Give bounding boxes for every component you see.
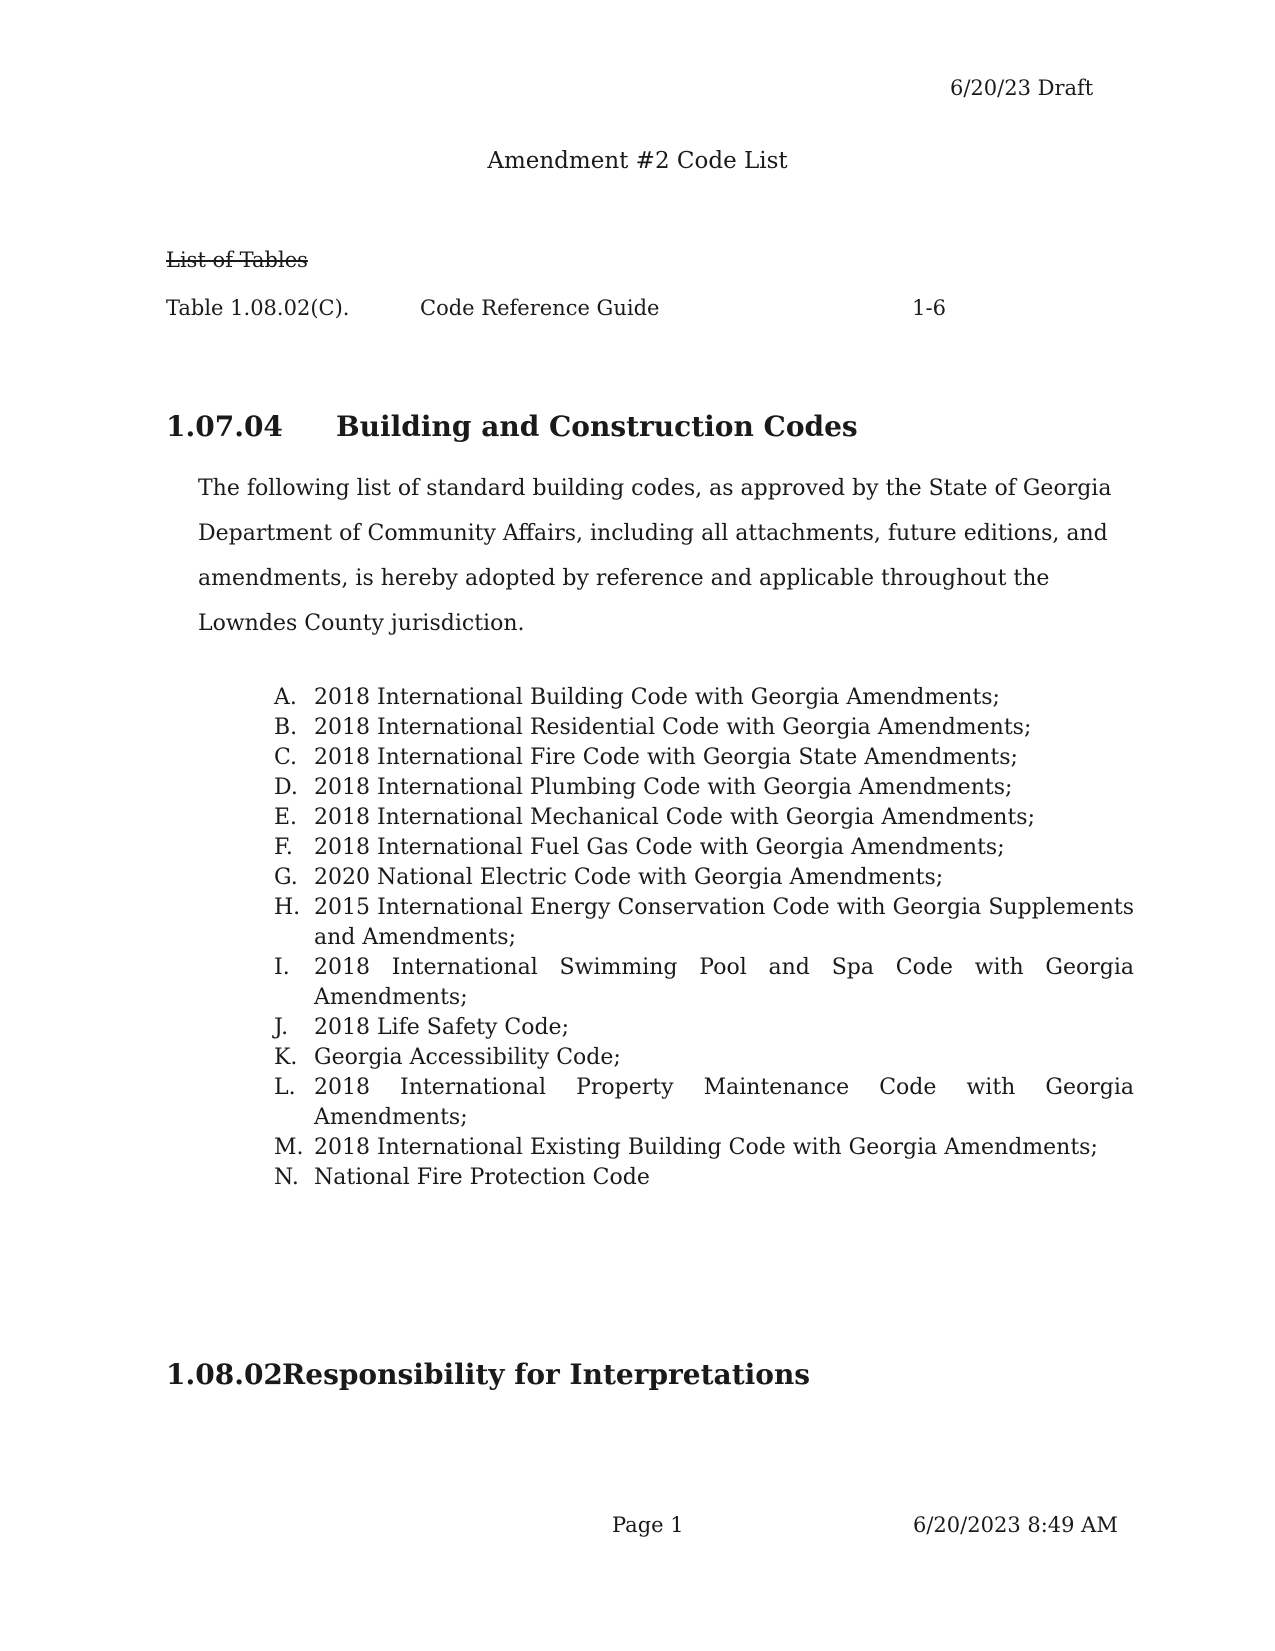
list-marker: J.: [274, 1015, 289, 1040]
list-of-tables-entry: [166, 296, 946, 320]
draft-stamp: 6/20/23 Draft: [950, 76, 1094, 100]
footer-timestamp: 6/20/2023 8:49 AM: [913, 1513, 1118, 1537]
list-item: [274, 803, 1134, 833]
list-item-text: 2018 International Swimming Pool and Spa Code with Georgia Amendments;: [314, 955, 1134, 1010]
list-of-tables-heading: List of Tables: [166, 248, 308, 272]
list-item-text: 2018 International Building Code with Georgia Amendments;: [314, 685, 1000, 710]
list-marker: B.: [274, 715, 298, 740]
list-marker: L.: [274, 1075, 296, 1100]
section-title: Building and Construction Codes: [336, 410, 858, 443]
list-item-text: National Fire Protection Code: [314, 1165, 650, 1190]
list-marker: G.: [274, 865, 298, 890]
list-item-text: 2018 International Existing Building Code with Georgia Amendments;: [314, 1135, 1098, 1160]
list-item-text: 2018 Life Safety Code;: [314, 1015, 569, 1040]
list-item-text: 2018 International Property Maintenance Code with Georgia Amendments;: [314, 1075, 1134, 1130]
list-item: [274, 743, 1134, 773]
list-item: [274, 713, 1134, 743]
list-item: [274, 1043, 1134, 1073]
list-item: [274, 953, 1134, 1013]
list-item: [274, 1073, 1134, 1133]
section-number: 1.07.04: [166, 410, 283, 443]
list-marker: C.: [274, 745, 298, 770]
list-item-text: Georgia Accessibility Code;: [314, 1045, 621, 1070]
page-number: Page 1: [612, 1513, 684, 1537]
list-item-text: 2015 International Energy Conservation Code with Georgia Supplements and Amendments;: [314, 895, 1134, 950]
list-item: [274, 863, 1134, 893]
list-item-text: 2018 International Fuel Gas Code with Georgia Amendments;: [314, 835, 1005, 860]
section-heading: [166, 1358, 810, 1391]
document-title: Amendment #2 Code List: [487, 148, 788, 174]
list-item-text: 2020 National Electric Code with Georgia Amendments;: [314, 865, 944, 890]
list-item-text: 2018 International Fire Code with Georgia State Amendments;: [314, 745, 1018, 770]
list-marker: A.: [274, 685, 297, 710]
list-marker: N.: [274, 1165, 299, 1190]
list-item: [274, 1013, 1134, 1043]
list-marker: F.: [274, 835, 293, 860]
code-list: [274, 683, 1134, 1193]
list-item: [274, 1163, 1134, 1193]
list-item: [274, 833, 1134, 863]
list-marker: M.: [274, 1135, 304, 1160]
list-item-text: 2018 International Residential Code with Georgia Amendments;: [314, 715, 1032, 740]
list-item-text: 2018 International Mechanical Code with Georgia Amendments;: [314, 805, 1036, 830]
list-item: [274, 683, 1134, 713]
list-item: [274, 893, 1134, 953]
list-marker: I.: [274, 955, 290, 980]
list-marker: H.: [274, 895, 301, 920]
list-item: [274, 773, 1134, 803]
table-number: Table 1.08.02(C).: [166, 296, 350, 320]
table-title: Code Reference Guide: [420, 296, 660, 320]
section-number: 1.08.02: [166, 1358, 283, 1391]
section-paragraph: The following list of standard building codes, as approved by the State of Georgia Department of Community Affairs, including all attachments, future editions, and amendments, is hereby adopted by reference and applicable throughout the Lowndes County jurisdiction.: [198, 476, 1112, 636]
table-page: 1-6: [912, 296, 946, 320]
section-title: Responsibility for Interpretations: [282, 1358, 811, 1391]
list-item: [274, 1133, 1134, 1163]
list-marker: E.: [274, 805, 298, 830]
list-marker: K.: [274, 1045, 298, 1070]
section-heading: [166, 410, 858, 443]
list-marker: D.: [274, 775, 298, 800]
list-item-text: 2018 International Plumbing Code with Georgia Amendments;: [314, 775, 1013, 800]
